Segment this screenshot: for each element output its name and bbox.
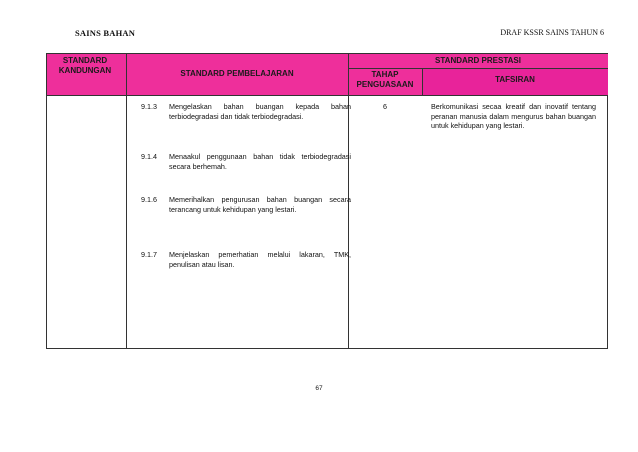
learning-standard-item: 9.1.6 Memerihalkan pengurusan bahan buangan secara terancang untuk kehidupan yang lestari. [141,195,351,214]
header-standard-prestasi: STANDARD PRESTASI [348,54,608,68]
header-tahap-penguasaan: TAHAP PENGUASAAN [348,68,422,95]
document-subtitle: DRAF KSSR SAINS TAHUN 6 [500,28,604,37]
header-standard-kandungan: STANDARD KANDUNGAN [47,54,126,95]
learning-standard-item: 9.1.4 Menaakul penggunaan bahan tidak terbiodegradasi secara berhemah. [141,152,351,171]
header-tafsiran: TAFSIRAN [422,68,608,95]
curriculum-table [46,53,608,349]
document-title: SAINS BAHAN [75,28,136,38]
learning-standard-item: 9.1.3 Mengelaskan bahan buangan kepada bahan terbiodegradasi dan tidak terbiodegradasi. [141,102,351,121]
header-standard-pembelajaran: STANDARD PEMBELAJARAN [126,54,348,95]
performance-interpretation: Berkomunikasi secaa kreatif dan inovatif tentang peranan manusia dalam mengurus bahan buangan untuk kehidupan yang lestari. [431,102,596,131]
learning-standard-item: 9.1.7 Menjelaskan pemerhatian melalui lakaran, TMK, penulisan atau lisan. [141,250,351,269]
page-number: 67 [315,385,323,392]
performance-level: 6 [383,102,387,111]
